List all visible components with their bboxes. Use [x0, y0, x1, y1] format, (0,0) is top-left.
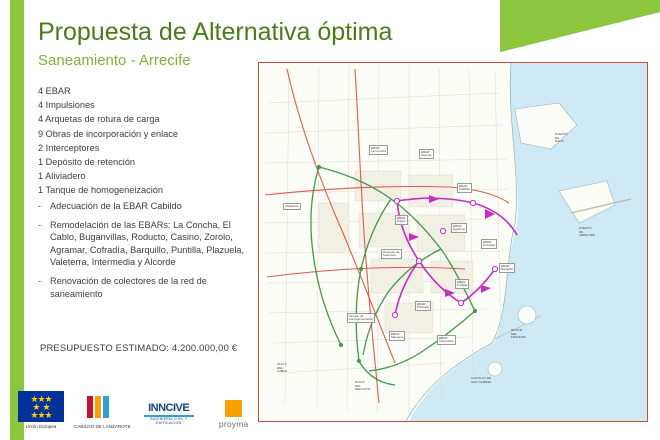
summary-list	[38, 84, 253, 198]
map-panel[interactable]	[258, 62, 648, 422]
proyma-logo	[207, 398, 261, 429]
map-label: EBAR Cabildo	[457, 183, 472, 193]
list-item: 4 Impulsiones	[38, 100, 95, 111]
bullet-list	[38, 200, 256, 306]
map-label: EBAR La Concha	[369, 145, 388, 155]
map-label: EBAR Puntilla	[455, 279, 469, 289]
list-item: 9 Obras de incorporación y enlace	[38, 128, 178, 139]
map-graphic	[259, 63, 647, 421]
proyma-square-icon	[225, 400, 242, 417]
eu-flag-icon	[18, 391, 64, 422]
logo-strip	[18, 385, 248, 429]
list-item	[38, 200, 256, 213]
dash-bullet-icon: -	[38, 219, 42, 230]
map-label: EBAR Cofradía	[481, 239, 497, 249]
inncive-logo	[141, 398, 197, 429]
inncive-icon	[141, 398, 197, 429]
page-title: Propuesta de Alternativa óptima	[38, 18, 393, 46]
map-label: PUERTO DE ARRECIFE	[579, 226, 595, 238]
map-label: EBAR Valeterra	[389, 331, 405, 341]
map-label: EBAR Zorolo	[395, 215, 408, 225]
map-label: PUERTO DE NAOS	[555, 132, 568, 144]
cabildo-logo	[74, 391, 131, 429]
cabildo-bar-blue	[103, 396, 109, 418]
proyma-wordmark: proyma	[218, 419, 249, 429]
cabildo-logo-caption: CABILDO DE LANZAROTE	[74, 424, 131, 429]
cabildo-bar-orange	[95, 396, 101, 418]
list-item: 4 Arquetas de rotura de carga	[38, 114, 160, 125]
map-label: CASTILLO DE SAN GABRIEL	[471, 376, 492, 384]
eu-logo-caption: Unión Europea	[25, 424, 57, 429]
map-label: EBAR Agramar	[451, 223, 467, 233]
list-item: 1 Depósito de retención	[38, 157, 136, 168]
map-label: EBAR Intermedia	[437, 335, 456, 345]
map-label: EBAR Alcorde	[419, 149, 434, 159]
bullet-text: Renovación de colectores de la red de saneamiento	[50, 275, 207, 299]
inncive-tagline: INGENIERIA CIVIL Y EDIFICACION	[149, 417, 188, 425]
eu-flag-logo	[18, 391, 64, 429]
dash-bullet-icon: -	[38, 201, 42, 211]
map-label: Tanque de homogeneización	[347, 313, 375, 323]
map-label: PLAYA DEL CABLE	[277, 362, 288, 374]
list-item: 2 Interceptores	[38, 142, 100, 153]
eu-stars-icon: ★★★ ★ ★ ★★★	[30, 393, 52, 420]
map-label: EBAR Plazuela	[415, 301, 431, 311]
cabildo-icon	[74, 391, 122, 422]
inncive-wordmark: INNCIVE	[148, 402, 190, 414]
bullet-text: Remodelación de las EBARs: La Concha, El Cablo, Buganvillas, Roducto, Casino, Zorolo, Agramar, Cofradía, Barquillo, Puntilla, Plazuela, Valeterra, Intermedia y Alcorde	[50, 219, 245, 268]
cabildo-bar-red	[87, 396, 93, 418]
map-label: Aliviadero	[283, 203, 301, 210]
map-label: Depósito de retención	[381, 249, 402, 259]
budget-text: PRESUPUESTO ESTIMADO: 4.200.000,00 €	[40, 342, 238, 353]
list-item	[38, 275, 256, 300]
list-item: 1 Aliviadero	[38, 171, 86, 182]
map-label: ISLOTE DEL FRANCES	[511, 328, 526, 340]
bullet-text: Adecuación de la EBAR Cabildo	[50, 201, 182, 211]
left-accent-inner	[0, 0, 10, 440]
map-label: PLAYA DEL REDUCTO	[355, 380, 371, 392]
list-item: 4 EBAR	[38, 86, 71, 96]
left-accent-bar	[0, 0, 24, 440]
map-label: EBAR Barquillo	[499, 263, 515, 273]
list-item	[38, 219, 256, 269]
top-right-wedge	[500, 0, 660, 70]
list-item: 1 Tanque de homogeneización	[38, 185, 163, 196]
page-subtitle: Saneamiento - Arrecife	[38, 52, 191, 69]
dash-bullet-icon: -	[38, 275, 42, 286]
proyma-icon	[207, 398, 261, 429]
